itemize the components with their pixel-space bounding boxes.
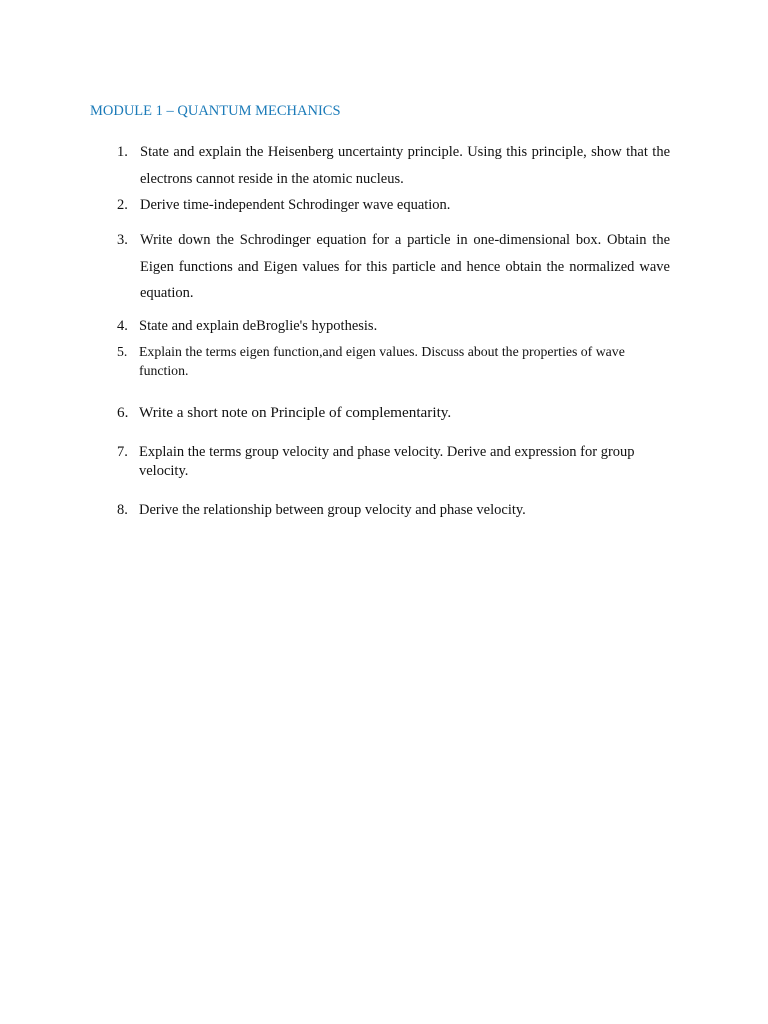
question-number: 3. [117, 232, 128, 248]
question-item-4 [117, 317, 670, 336]
question-text: State and explain deBroglie's hypothesis. [139, 318, 378, 334]
question-item-6 [117, 403, 670, 422]
question-number: 2. [117, 197, 128, 213]
question-item-5 [117, 342, 665, 380]
question-item-8 [117, 501, 670, 520]
question-number: 4. [117, 318, 128, 334]
question-item-1 [117, 139, 670, 192]
question-item-3 [117, 227, 670, 307]
question-item-2 [117, 192, 670, 219]
question-text: Write a short note on Principle of complementarity. [139, 404, 452, 421]
question-number: 8. [117, 502, 128, 518]
question-text: Derive time-independent Schrodinger wave equation. [140, 197, 451, 213]
question-text: Explain the terms eigen function,and eigen values. Discuss about the properties of wave function. [139, 344, 625, 378]
question-text: Derive the relationship between group velocity and phase velocity. [139, 502, 526, 518]
question-number: 7. [117, 444, 128, 460]
question-text: State and explain the Heisenberg uncertainty principle. Using this principle, show that the electrons cannot reside in the atomic nucleus. [140, 144, 670, 187]
question-number: 5. [117, 344, 128, 359]
question-text: Write down the Schrodinger equation for a particle in one-dimensional box. Obtain the Eigen functions and Eigen values for this particle and hence obtain the normalized wave equation. [140, 232, 670, 301]
question-number: 6. [117, 404, 129, 421]
question-item-7 [117, 443, 665, 481]
question-text: Explain the terms group velocity and phase velocity. Derive and expression for group velocity. [139, 444, 635, 479]
module-heading: MODULE 1 – QUANTUM MECHANICS [90, 103, 341, 119]
question-number: 1. [117, 144, 128, 160]
